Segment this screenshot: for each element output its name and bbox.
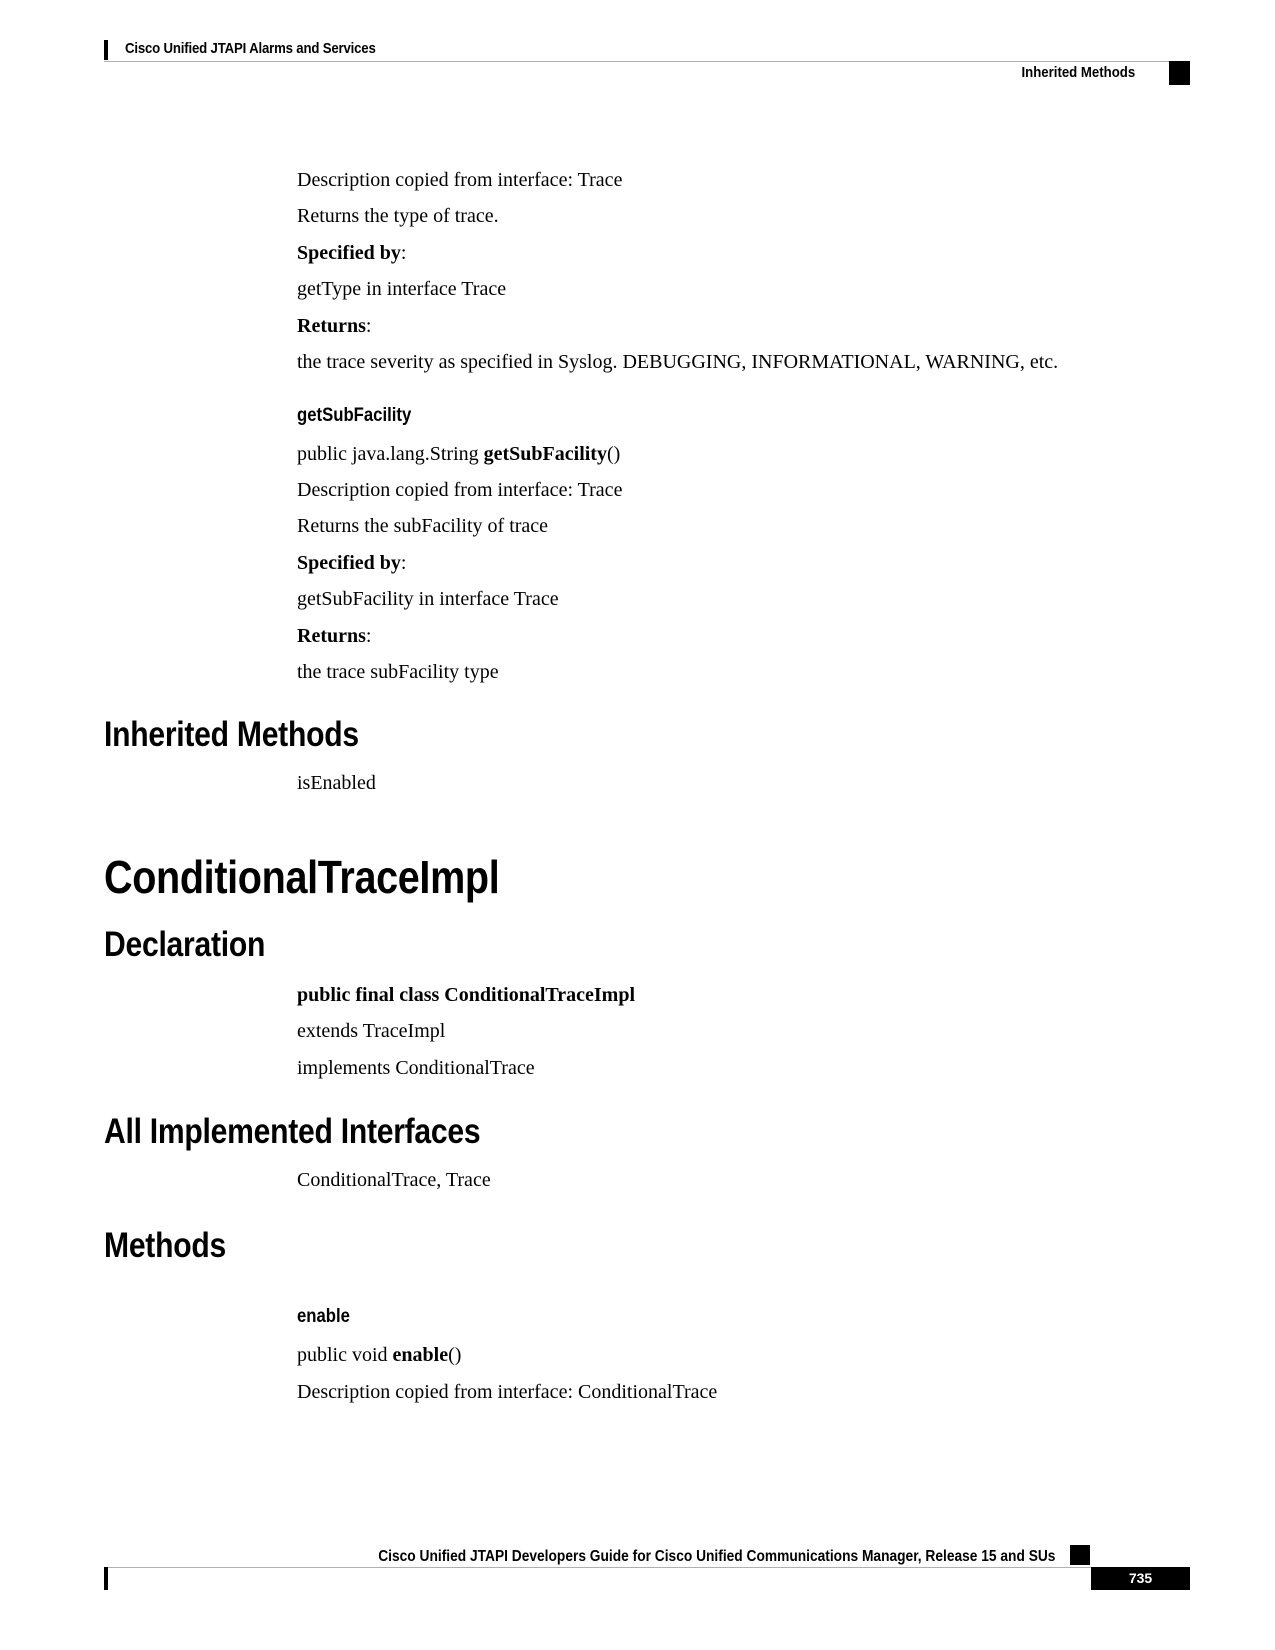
heading-methods: Methods [104, 1226, 226, 1265]
declaration-line-2: extends TraceImpl [297, 1020, 446, 1042]
gettype-desc: Returns the type of trace. [297, 205, 499, 227]
footer-rule [104, 1567, 1190, 1568]
header-doc-title: Cisco Unified JTAPI Alarms and Services [125, 40, 376, 57]
footer-left-bar [104, 1567, 108, 1590]
heading-inherited-methods: Inherited Methods [104, 715, 359, 754]
page-number: 735 [1091, 1567, 1190, 1590]
declaration-line-3: implements ConditionalTrace [297, 1057, 535, 1079]
implemented-interfaces-value: ConditionalTrace, Trace [297, 1169, 491, 1191]
header-left-bar [104, 40, 108, 60]
header-marker-square [1169, 61, 1190, 85]
getsubfacility-returns-value: the trace subFacility type [297, 661, 499, 683]
declaration-line-1: public final class ConditionalTraceImpl [297, 984, 636, 1006]
method-heading-getsubfacility: getSubFacility [297, 405, 412, 426]
gettype-specified-by-label: Specified by: [297, 242, 407, 264]
header-rule [104, 61, 1190, 62]
method-heading-enable: enable [297, 1306, 350, 1327]
getsubfacility-desc: Returns the subFacility of trace [297, 515, 549, 537]
gettype-returns-value: the trace severity as specified in Syslog. DEBUGGING, INFORMATIONAL, WARNING, etc. [297, 351, 1059, 373]
gettype-desc-copied: Description copied from interface: Trace [297, 169, 623, 191]
gettype-returns-label: Returns: [297, 315, 372, 337]
getsubfacility-specified-by-value: getSubFacility in interface Trace [297, 588, 559, 610]
header-section-title: Inherited Methods [1021, 64, 1135, 81]
getsubfacility-specified-by-label: Specified by: [297, 552, 407, 574]
enable-desc-copied: Description copied from interface: ConditionalTrace [297, 1381, 718, 1403]
inherited-methods-value: isEnabled [297, 772, 376, 794]
class-title: ConditionalTraceImpl [104, 851, 500, 903]
footer-marker-square [1070, 1545, 1090, 1565]
getsubfacility-signature: public java.lang.String getSubFacility() [297, 443, 621, 465]
footer-guide-title: Cisco Unified JTAPI Developers Guide for Cisco Unified Communications Manager, Release 15 and SUs [377, 1548, 1055, 1565]
heading-declaration: Declaration [104, 925, 266, 964]
enable-signature: public void enable() [297, 1344, 462, 1366]
heading-implemented-interfaces: All Implemented Interfaces [104, 1112, 481, 1151]
getsubfacility-returns-label: Returns: [297, 625, 372, 647]
gettype-specified-by-value: getType in interface Trace [297, 278, 507, 300]
getsubfacility-desc-copied: Description copied from interface: Trace [297, 479, 623, 501]
